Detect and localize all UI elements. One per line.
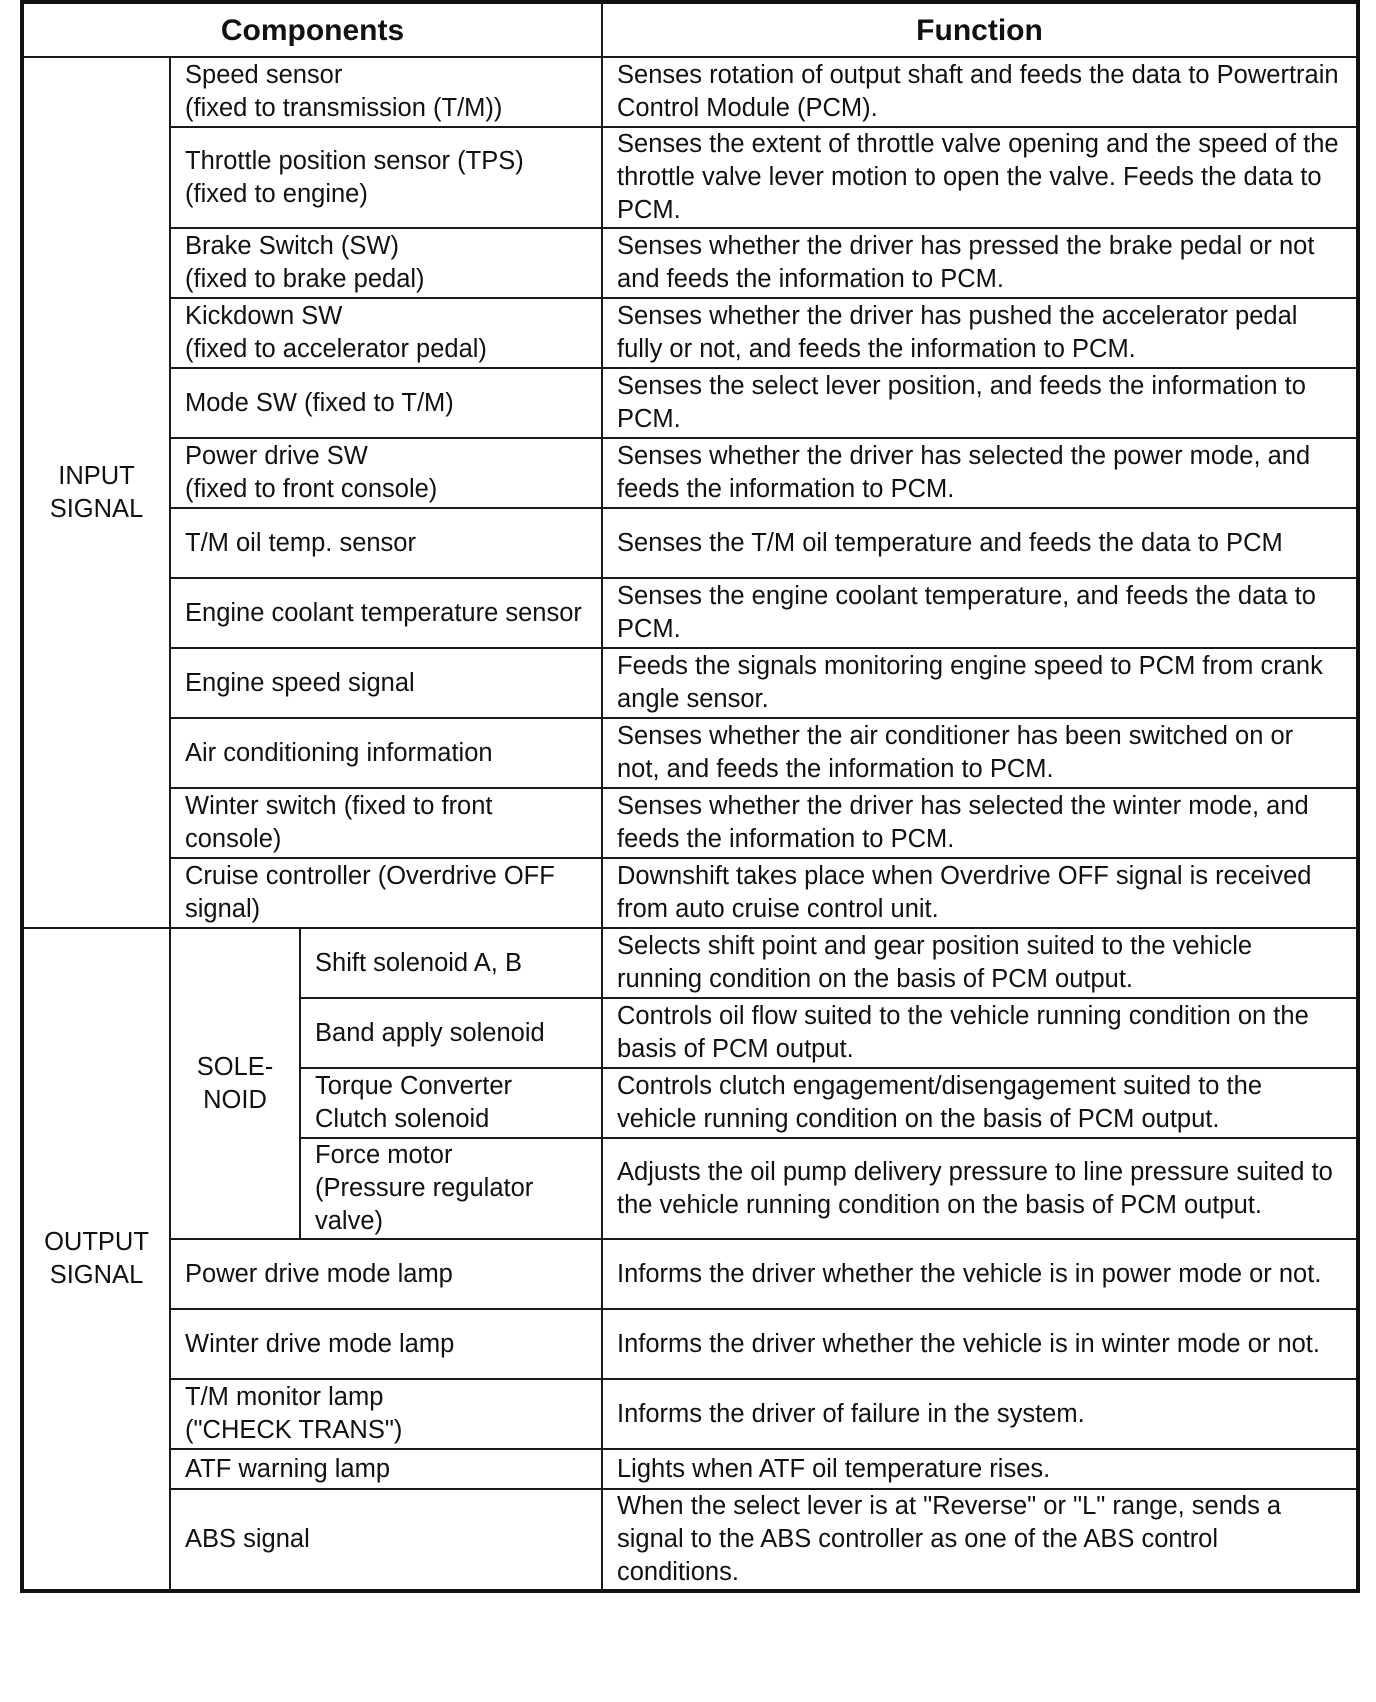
function-cell: Senses the extent of throttle valve opening and the speed of the throttle valve lever motion to open the valve. Feeds the data to PCM. xyxy=(602,127,1358,228)
component-cell: Shift solenoid A, B xyxy=(300,928,602,998)
function-cell: When the select lever is at "Reverse" or "L" range, sends a signal to the ABS controller as one of the ABS control conditions. xyxy=(602,1489,1358,1591)
output-row xyxy=(22,1489,1358,1591)
function-cell: Senses whether the driver has pushed the accelerator pedal fully or not, and feeds the information to PCM. xyxy=(602,298,1358,368)
header-row xyxy=(22,2,1358,57)
components-header: Components xyxy=(22,2,602,57)
component-cell: Mode SW (fixed to T/M) xyxy=(170,368,602,438)
function-cell: Informs the driver whether the vehicle is in winter mode or not. xyxy=(602,1309,1358,1379)
function-cell: Downshift takes place when Overdrive OFF signal is received from auto cruise control unit. xyxy=(602,858,1358,928)
function-cell: Informs the driver of failure in the system. xyxy=(602,1379,1358,1449)
function-cell: Controls clutch engagement/disengagement suited to the vehicle running condition on the basis of PCM output. xyxy=(602,1068,1358,1138)
output-signal-label: OUTPUT SIGNAL xyxy=(22,928,170,1591)
output-row xyxy=(22,1239,1358,1309)
function-cell: Senses the engine coolant temperature, and feeds the data to PCM. xyxy=(602,578,1358,648)
component-cell: Brake Switch (SW) (fixed to brake pedal) xyxy=(170,228,602,298)
function-cell: Senses whether the air conditioner has been switched on or not, and feeds the information to PCM. xyxy=(602,718,1358,788)
function-cell: Senses whether the driver has selected the winter mode, and feeds the information to PCM. xyxy=(602,788,1358,858)
function-cell: Adjusts the oil pump delivery pressure to line pressure suited to the vehicle running condition on the basis of PCM output. xyxy=(602,1138,1358,1239)
component-cell: T/M monitor lamp ("CHECK TRANS") xyxy=(170,1379,602,1449)
component-cell: Kickdown SW (fixed to accelerator pedal) xyxy=(170,298,602,368)
component-cell: ABS signal xyxy=(170,1489,602,1591)
component-cell: Power drive SW (fixed to front console) xyxy=(170,438,602,508)
component-cell: Engine speed signal xyxy=(170,648,602,718)
input-row xyxy=(22,57,1358,127)
component-cell: T/M oil temp. sensor xyxy=(170,508,602,578)
component-cell: Speed sensor (fixed to transmission (T/M)) xyxy=(170,57,602,127)
solenoid-row xyxy=(22,928,1358,998)
input-row xyxy=(22,718,1358,788)
input-row xyxy=(22,298,1358,368)
component-cell: Throttle position sensor (TPS) (fixed to engine) xyxy=(170,127,602,228)
component-cell: Band apply solenoid xyxy=(300,998,602,1068)
input-row xyxy=(22,438,1358,508)
output-row xyxy=(22,1379,1358,1449)
component-cell: Engine coolant temperature sensor xyxy=(170,578,602,648)
function-cell: Senses whether the driver has selected the power mode, and feeds the information to PCM. xyxy=(602,438,1358,508)
component-cell: Winter drive mode lamp xyxy=(170,1309,602,1379)
function-cell: Informs the driver whether the vehicle is in power mode or not. xyxy=(602,1239,1358,1309)
function-cell: Feeds the signals monitoring engine speed to PCM from crank angle sensor. xyxy=(602,648,1358,718)
input-row xyxy=(22,788,1358,858)
function-cell: Senses whether the driver has pressed the brake pedal or not and feeds the information to PCM. xyxy=(602,228,1358,298)
spec-table-wrapper xyxy=(20,0,1360,1593)
component-cell: Power drive mode lamp xyxy=(170,1239,602,1309)
input-row xyxy=(22,858,1358,928)
input-row xyxy=(22,228,1358,298)
function-cell: Senses the T/M oil temperature and feeds the data to PCM xyxy=(602,508,1358,578)
component-cell: ATF warning lamp xyxy=(170,1449,602,1489)
output-row xyxy=(22,1309,1358,1379)
components-function-table xyxy=(20,0,1360,1593)
input-signal-label: INPUT SIGNAL xyxy=(22,57,170,928)
function-cell: Selects shift point and gear position suited to the vehicle running condition on the basis of PCM output. xyxy=(602,928,1358,998)
input-row xyxy=(22,648,1358,718)
output-row xyxy=(22,1449,1358,1489)
input-row xyxy=(22,368,1358,438)
input-row xyxy=(22,127,1358,228)
input-row xyxy=(22,508,1358,578)
component-cell: Winter switch (fixed to front console) xyxy=(170,788,602,858)
input-row xyxy=(22,578,1358,648)
table-body xyxy=(22,2,1358,1591)
function-cell: Senses rotation of output shaft and feeds the data to Powertrain Control Module (PCM). xyxy=(602,57,1358,127)
solenoid-group-label: SOLE- NOID xyxy=(170,928,300,1239)
function-header: Function xyxy=(602,2,1358,57)
function-cell: Controls oil flow suited to the vehicle running condition on the basis of PCM output. xyxy=(602,998,1358,1068)
component-cell: Torque Converter Clutch solenoid xyxy=(300,1068,602,1138)
function-cell: Senses the select lever position, and feeds the information to PCM. xyxy=(602,368,1358,438)
function-cell: Lights when ATF oil temperature rises. xyxy=(602,1449,1358,1489)
component-cell: Cruise controller (Overdrive OFF signal) xyxy=(170,858,602,928)
component-cell: Force motor (Pressure regulator valve) xyxy=(300,1138,602,1239)
component-cell: Air conditioning information xyxy=(170,718,602,788)
